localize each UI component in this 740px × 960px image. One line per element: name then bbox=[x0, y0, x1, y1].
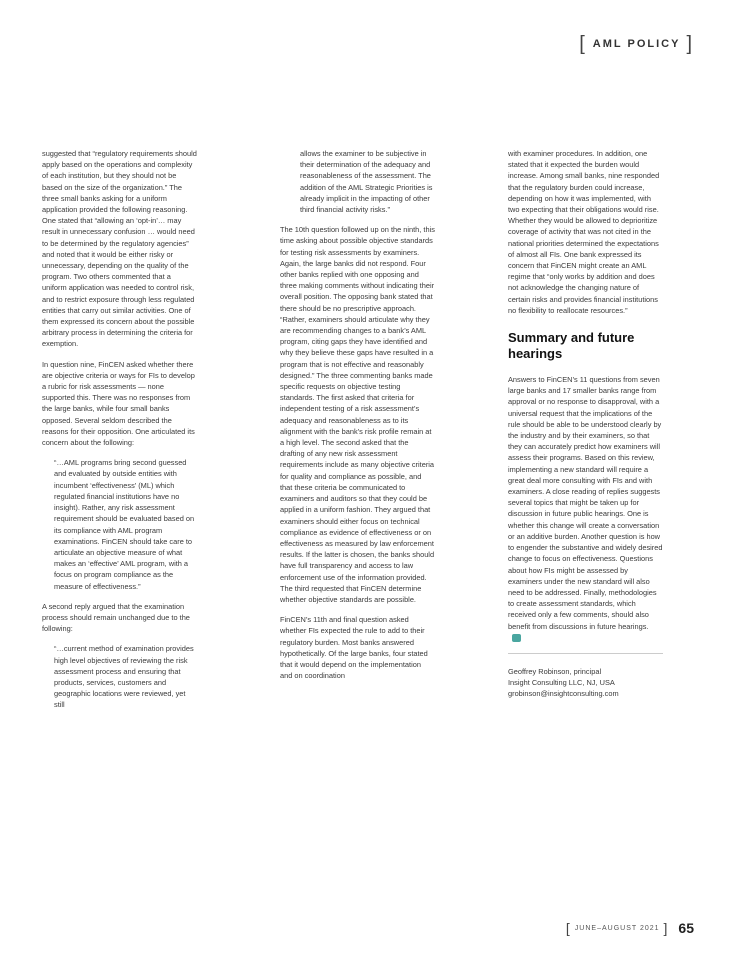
bracket-right-icon: ] bbox=[686, 33, 694, 55]
page-number: 65 bbox=[678, 920, 694, 936]
paragraph bbox=[508, 374, 663, 643]
paragraph: A second reply argued that the examination process should remain unchanged due to the following: bbox=[42, 601, 190, 634]
author-organization: Insight Consulting LLC, NJ, USA bbox=[508, 678, 615, 688]
block-quote: “…AML programs bring second guessed and evaluated by outside entities with incumbent ‘effectiveness’ (ML) which regulated financial institutions have no insight). Rather, any risk assessment requirement should be evaluated based on its compliance with AML program examinations. FinCEN should take care to articulate an objective measure of what makes an ‘effective’ AML program, with a focus on program compliance as the measure of effectiveness.” bbox=[54, 458, 195, 591]
section-tag-label: AML POLICY bbox=[592, 38, 681, 50]
author-bio bbox=[508, 653, 663, 700]
bracket-left-icon: [ bbox=[579, 33, 587, 55]
block-quote-continued: allows the examiner to be subjective in their determination of the adequacy and reasonableness of the assessment. The addition of the AML Strategic Priorities is already implicit in the impacting of other third financial activity risks.” bbox=[300, 149, 433, 215]
paragraph: FinCEN’s 11th and final question asked whether FIs expected the rule to add to their regulatory burden. Most banks answered hypothetically. Of the large banks, four stated that it would depend on the implementation and on coordination bbox=[280, 615, 428, 681]
paragraph: In question nine, FinCEN asked whether there are objective criteria or ways for FIs to develop a rubric for risk assessments — none supported this. There was no responses from the large banks, while four small banks opposed. Several seldom described the reasons for their opposition. One articulated its concern about the following: bbox=[42, 359, 195, 448]
end-of-article-icon bbox=[512, 634, 521, 642]
article-column-3 bbox=[508, 148, 663, 700]
section-heading: Summary and future hearings bbox=[508, 330, 635, 362]
issue-date-label: JUNE–AUGUST 2021 bbox=[574, 924, 660, 932]
bracket-left-icon: [ bbox=[565, 920, 571, 936]
paragraph: suggested that “regulatory requirements should apply based on the operations and complexity of each institution, but they should not be based on the size of the organization.” The three small banks asking for a uniform application provided the following reasoning. One stated that “allowing an ‘opt-in’… may result in unnecessary confusion … would need to be determined by the regulatory agencies” and noted that it would be either risky or unnecessary, depending on the quality of the program. Two others commented that a uniform application was needed to control risk, and to restrict exposure through less regulated entities that carry out similar activities. One of them expressed its concern about the possible arbitrary process in determining the criteria for exemption. bbox=[42, 149, 197, 349]
section-tag bbox=[579, 34, 694, 54]
author-name: Geoffrey Robinson, principal bbox=[508, 666, 602, 676]
paragraph: The 10th question followed up on the ninth, this time asking about possible objective standards for testing risk assessments by examiners. Again, the large banks did not respond. Four other banks replied with one opposing and three making comments without indicating their overall position. The opposing bank stated that there should be no prescriptive approach. “Rather, examiners should articulate why they are recommending changes to a bank’s AML program, citing gaps they have identified and why they believe these gaps have resulted in a program that is not effective and reasonably designed.” The three commenting banks made specific requests on objective testing standards. The first asked that criteria for independent testing of a risk assessment’s adequacy and reasonableness as to its alignment with the bank’s risk profile remain at a high level. The second asked that the drafting of any new risk assessment requirements include as many objective criteria for quality and compliance as possible, and that these criteria be communicated to examiners and auditors so that they could be applied in a uniform fashion. They argued that examiners should either focus on technical compliance as evidence of effectiveness or on effectiveness as measured by law enforcement results. If the latter is chosen, the banks should have full transparency and access to law enforcement use of the information provided. The third requested that FinCEN determine whether objective standards are possible. bbox=[280, 225, 435, 604]
block-quote: “…current method of examination provides high level objectives of reviewing the risk assessment process and ensuring that products, services, customers and geographic locations were reviewed, yet still bbox=[54, 644, 194, 710]
paragraph: with examiner procedures. In addition, one stated that it expected the burden would increase. Among small banks, nine responded that the regulatory burden could increase, depending on how it was implemented, with two expecting that their obligations would rise. Whether they would be allowed to deprioritize coverage of activity that was not cited in the national priorities determined the expectations of almost all FIs. One bank expressed its concern that FinCEN might create an AML regime that “only works by addition and does not acknowledge the changing nature of certain risks and provides financial institutions no flexibility to reallocate resources.” bbox=[508, 149, 660, 315]
issue-date bbox=[566, 921, 669, 935]
author-email[interactable]: grobinson@insightconsulting.com bbox=[508, 689, 619, 699]
page-footer bbox=[566, 920, 694, 936]
paragraph-text: Answers to FinCEN’s 11 questions from seven large banks and 17 smaller banks range from approval or no response to disapproval, with a universal request that the implications of the rule should be able to be understood clearly by the industry and by their examiners, so that they can accurately predict how examiners will assess their programs. Based on this review, implementing a new standard will require a great deal more consulting with FIs and with examiners. A close reading of replies suggests several topics that might be taken up for discussion in future public hearings. One is whether this change will create a conversation or an additive burden. Another question is how to engender the substantive and widely desired change to focus on effectiveness. Questions about how FIs might be assessed by examiners under the new standard will also need to be addressed. Finally, methodologies to create assessment standards, which received only a few comments, should also benefit from discussions in future hearings. bbox=[508, 375, 663, 631]
article-column-2 bbox=[280, 148, 435, 690]
article-column-1 bbox=[42, 148, 197, 720]
bracket-right-icon: ] bbox=[663, 920, 669, 936]
